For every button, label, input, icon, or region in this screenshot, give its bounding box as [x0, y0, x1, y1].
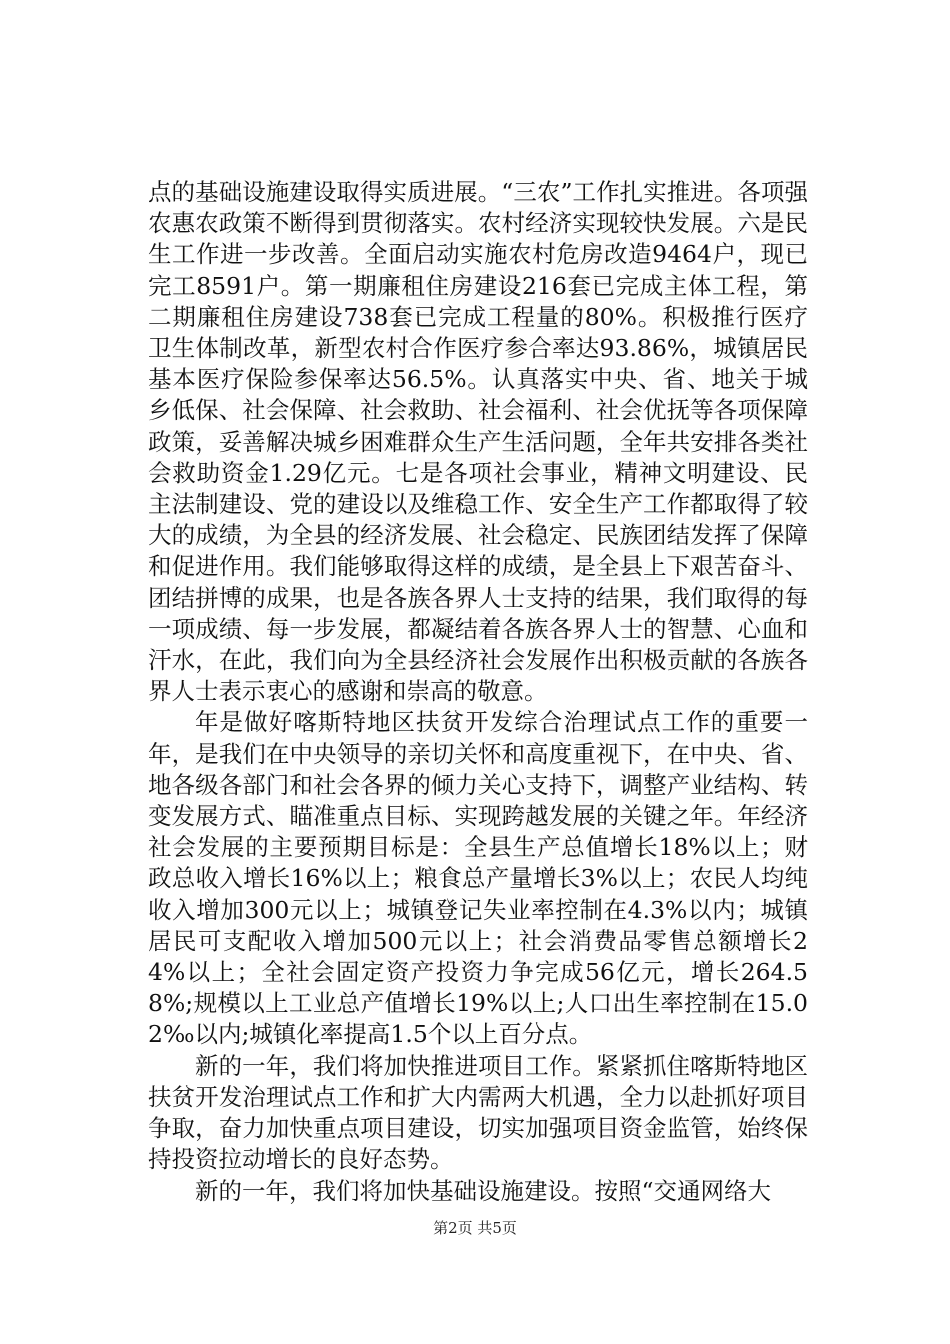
paragraph-1: 点的基础设施建设取得实质进展。“三农”工作扎实推进。各项强农惠农政策不断得到贯彻落实。农村经济实现较快发展。六是民生工作进一步改善。全面启动实施农村危房改造9464户，现已完工8591户。第一期廉租住房建设216套已完成主体工程，第二期廉租住房建设738套已完成工程量的80%。积极推行医疗卫生体制改革，新型农村合作医疗参合率达93.86%，城镇居民基本医疗保险参保率达56.5%。认真落实中央、省、地关于城乡低保、社会保障、社会救助、社会福利、社会优抚等各项保障政策，妥善解决城乡困难群众生产生活问题，全年共安排各类社会救助资金1.29亿元。七是各项社会事业，精神文明建设、民主法制建设、党的建设以及维稳工作、安全生产工作都取得了较大的成绩，为全县的经济发展、社会稳定、民族团结发挥了保障和促进作用。我们能够取得这样的成绩，是全县上下艰苦奋斗、团结拼博的成果，也是各族各界人士支持的结果，我们取得的每一项成绩、每一步发展，都凝结着各族各界人士的智慧、心血和汗水，在此，我们向为全县经济社会发展作出积极贡献的各族各界人士表示衷心的感谢和崇高的敬意。 [148, 178, 808, 706]
paragraph-3: 新的一年，我们将加快推进项目工作。紧紧抓住喀斯特地区扶贫开发治理试点工作和扩大内需两大机遇，全力以赴抓好项目争取，奋力加快重点项目建设，切实加强项目资金监管，始终保持投资拉动增长的良好态势。 [148, 1051, 808, 1174]
document-body [148, 177, 808, 1207]
paragraph-2: 年是做好喀斯特地区扶贫开发综合治理试点工作的重要一年，是我们在中央领导的亲切关怀和高度重视下，在中央、省、地各级各部门和社会各界的倾力关心支持下，调整产业结构、转变发展方式、瞄准重点目标、实现跨越发展的关键之年。年经济社会发展的主要预期目标是：全县生产总值增长18%以上；财政总收入增长16%以上；粮食总产量增长3%以上；农民人均纯收入增加300元以上；城镇登记失业率控制在4.3%以内；城镇居民可支配收入增加500元以上；社会消费品零售总额增长24%以上；全社会固定资产投资力争完成56亿元，增长264.58%;规模以上工业总产值增长19%以上;人口出生率控制在15.02‰以内;城镇化率提高1.5个以上百分点。 [148, 708, 808, 1049]
paragraph-4: 新的一年，我们将加快基础设施建设。按照“交通网络大 [195, 1176, 772, 1205]
page-footer: 第2页 共5页 [433, 1219, 517, 1237]
